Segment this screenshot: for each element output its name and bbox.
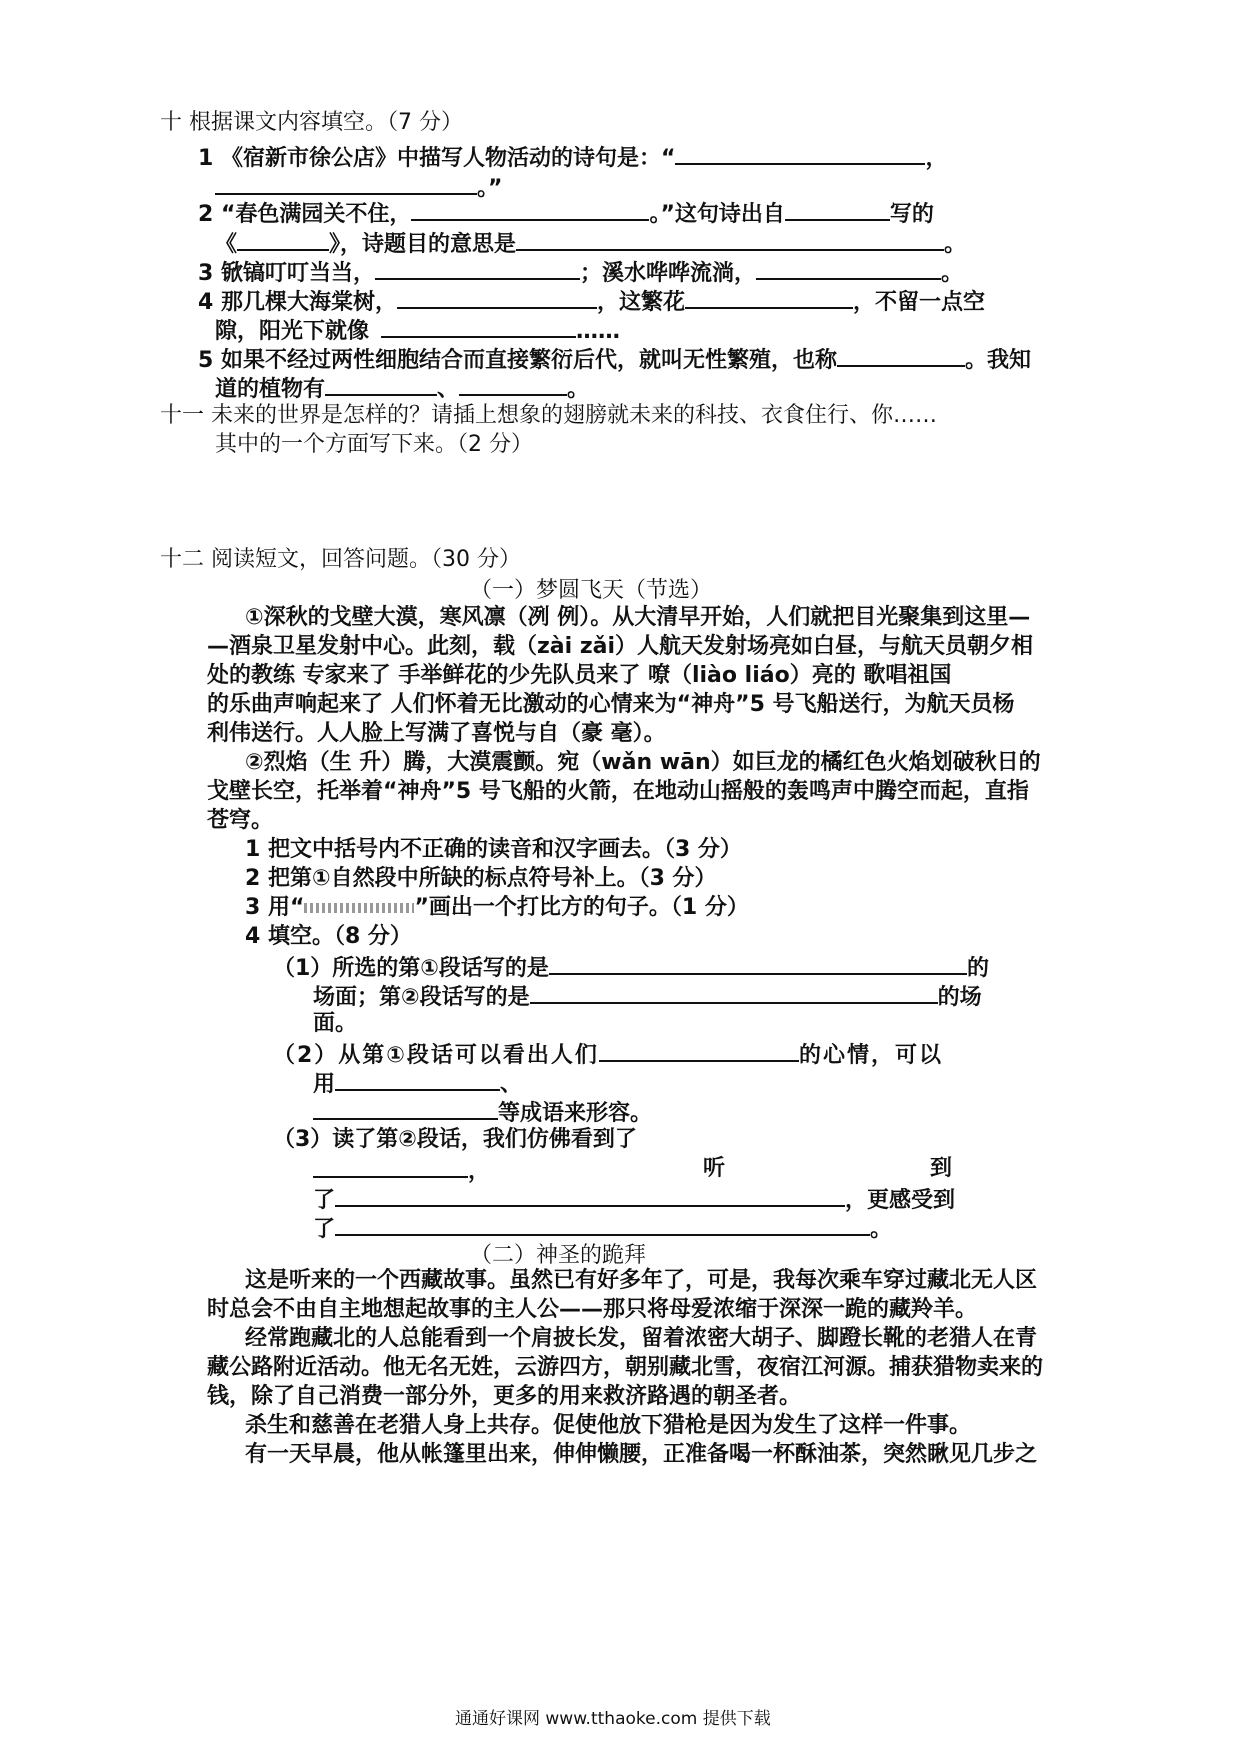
section-12-title: 十二 阅读短文，回答问题。（30 分）: [160, 547, 521, 572]
q12-3-text: 3 用“: [245, 895, 305, 920]
fill-3-le: 了: [313, 1188, 336, 1213]
fill-3-text: ，更感受到: [845, 1188, 956, 1213]
answer-blank[interactable]: [837, 343, 965, 367]
answer-blank[interactable]: [599, 1038, 799, 1062]
fill-3-ting: 听: [703, 1156, 726, 1181]
fill-3-comma: ，: [468, 1159, 491, 1184]
q10-4-mid: ，这繁花: [596, 290, 685, 315]
fill-1-line3: 面。: [313, 1011, 358, 1036]
passage2-line1: 这是听来的一个西藏故事。虽然已有好多年了，可是，我每次乘车穿过藏北无人区: [245, 1268, 1038, 1293]
passage2-line7: 有一天早晨，他从帐篷里出来，伸伸懒腰，正准备喝一杯酥油茶，突然瞅见几步之: [245, 1442, 1038, 1467]
fill-1-de: 的: [966, 956, 989, 981]
q10-5-end: 。我知: [964, 348, 1031, 373]
wavy-underline-sample: [304, 903, 414, 913]
fill-2-yong: 用: [313, 1072, 336, 1097]
q10-2-end: 写的: [889, 202, 934, 227]
answer-blank[interactable]: [397, 285, 597, 309]
answer-blank[interactable]: [375, 256, 580, 280]
passage2-title: （二）神圣的跪拜: [470, 1243, 647, 1268]
q10-4-end: ，不留一点空: [852, 290, 985, 315]
fill-2-end: 的心情，可以: [798, 1043, 943, 1068]
fill-2-text: （2）从第①段话可以看出人们: [273, 1043, 599, 1068]
answer-blank[interactable]: [756, 256, 941, 280]
answer-blank[interactable]: [675, 141, 925, 165]
passage1-p1-line4: 的乐曲声响起来了 人们怀着无比激动的心情来为“神舟”5 号飞船送行，为航天员杨: [207, 692, 1015, 717]
passage1-p2-line1: ②烈焰（生 升）腾，大漠震颤。宛（wǎn wān）如巨龙的橘红色火焰划破秋日的: [245, 750, 1041, 775]
q10-2-open: 《: [215, 232, 238, 257]
q10-2-line1: [198, 197, 934, 230]
q10-3-period: 。: [940, 261, 963, 286]
passage1-p1-line5: 利伟送行。人人脸上写满了喜悦与自（豪 毫）。: [207, 721, 666, 746]
fill-3-le2: 了: [313, 1217, 336, 1242]
fill-3-dao: 到: [930, 1156, 953, 1181]
q10-1-line1: [198, 141, 947, 174]
q12-1: 1 把文中括号内不正确的读音和汉字画去。（3 分）: [245, 837, 742, 862]
answer-blank[interactable]: [335, 1067, 500, 1091]
passage2-line5: 钱，除了自己消费一部分外，更多的用来救济路遇的朝圣者。: [207, 1384, 802, 1409]
answer-blank[interactable]: [237, 227, 329, 251]
q12-3-text2: ”画出一个打比方的句子。（1 分）: [414, 895, 749, 920]
passage1-p2-line3: 苍穹。: [207, 808, 274, 833]
q12-3: [245, 893, 749, 923]
q10-1-end: 。”: [477, 176, 503, 201]
passage2-line6: 杀生和慈善在老猎人身上共存。促使他放下猎枪是因为发生了这样一件事。: [245, 1413, 972, 1438]
fill-2-text3: 等成语来形容。: [498, 1101, 653, 1126]
q10-3-mid: ；溪水哗哗流淌，: [579, 261, 756, 286]
answer-blank[interactable]: [313, 1154, 468, 1178]
q10-2-period: 。: [944, 232, 967, 257]
answer-blank[interactable]: [411, 197, 649, 221]
q10-2-text2: 》，诗题目的意思是: [329, 232, 517, 257]
q10-5-period: 。: [567, 377, 590, 402]
q12-2: 2 把第①自然段中所缺的标点符号补上。（3 分）: [245, 866, 717, 891]
answer-blank[interactable]: [549, 951, 967, 975]
answer-blank[interactable]: [685, 285, 853, 309]
answer-blank[interactable]: [516, 227, 944, 251]
q10-4-text2: 隙，阳光下就像: [215, 319, 370, 344]
passage1-p2-line2: 戈壁长空，托举着“神舟”5 号飞船的火箭，在地动山摇般的轰鸣声中腾空而起，直指: [207, 779, 1029, 804]
q10-5-sep: 、: [437, 377, 460, 402]
passage2-line2: 时总会不由自主地想起故事的主人公——那只将母爱浓缩于深深一跪的藏羚羊。: [207, 1297, 978, 1322]
passage1-p1-line2: —酒泉卫星发射中心。此刻，载（zài zǎi）人航天发射场亮如白昼，与航天员朝夕相: [207, 634, 1034, 659]
footer-watermark: 通通好课网 www.tthaoke.com 提供下载: [455, 1709, 771, 1729]
q10-4-ellipsis: ……: [576, 319, 621, 344]
answer-blank[interactable]: [381, 314, 576, 338]
answer-blank[interactable]: [459, 372, 567, 396]
answer-blank[interactable]: [335, 1183, 845, 1207]
q10-1-text: 1 《宿新市徐公店》中描写人物活动的诗句是：“: [198, 146, 676, 171]
section-11-line1: 十一 未来的世界是怎样的？请插上想象的翅膀就未来的科技、衣食住行、你……: [160, 403, 937, 428]
q10-3-text: 3 锨镐叮叮当当，: [198, 261, 375, 286]
q10-2-text: 2 “春色满园关不住，: [198, 202, 412, 227]
q12-4: 4 填空。（8 分）: [245, 924, 412, 949]
passage1-p1-line3: 处的教练 专家来了 手举鲜花的少先队员来了 嘹（liào liáo）亮的 歌唱祖国: [207, 663, 952, 688]
q10-5-text2: 道的植物有: [215, 377, 326, 402]
passage1-title: （一）梦圆飞天（节选）: [470, 578, 713, 603]
fill-1-text: （1）所选的第①段话写的是: [273, 956, 549, 981]
passage2-line4: 藏公路附近活动。他无名无姓，云游四方，朝别藏北雪，夜宿江河源。捕获猎物卖来的: [207, 1355, 1044, 1380]
fill-1-end: 的场: [937, 985, 982, 1010]
fill-3-line1: （3）读了第②段话，我们仿佛看到了: [273, 1127, 637, 1152]
q10-5-text: 5 如果不经过两性细胞结合而直接繁衍后代，就叫无性繁殖，也称: [198, 348, 837, 373]
answer-blank[interactable]: [215, 171, 477, 195]
passage2-line3: 经常跑藏北的人总能看到一个肩披长发，留着浓密大胡子、脚蹬长靴的老猎人在青: [245, 1326, 1038, 1351]
answer-blank[interactable]: [325, 372, 437, 396]
passage1-p1-line1: ①深秋的戈壁大漠，寒风凛（冽 例）。从大清早开始，人们就把目光聚集到这里—: [245, 605, 1031, 630]
q10-2-mid: 。”这句诗出自: [649, 202, 785, 227]
fill-1-line2: [313, 980, 982, 1013]
section-10-title: 十 根据课文内容填空。（7 分）: [160, 110, 463, 135]
fill-1-text2: 场面；第②段话写的是: [313, 985, 530, 1010]
q10-4-text: 4 那几棵大海棠树，: [198, 290, 397, 315]
answer-blank[interactable]: [335, 1212, 870, 1236]
answer-blank[interactable]: [313, 1096, 498, 1120]
fill-3-period: 。: [870, 1217, 893, 1242]
q10-1-comma: ，: [925, 146, 948, 171]
section-11-line2: 其中的一个方面写下来。（2 分）: [215, 432, 533, 457]
answer-blank[interactable]: [785, 197, 890, 221]
fill-2-sep: 、: [500, 1072, 523, 1097]
answer-blank[interactable]: [530, 980, 938, 1004]
